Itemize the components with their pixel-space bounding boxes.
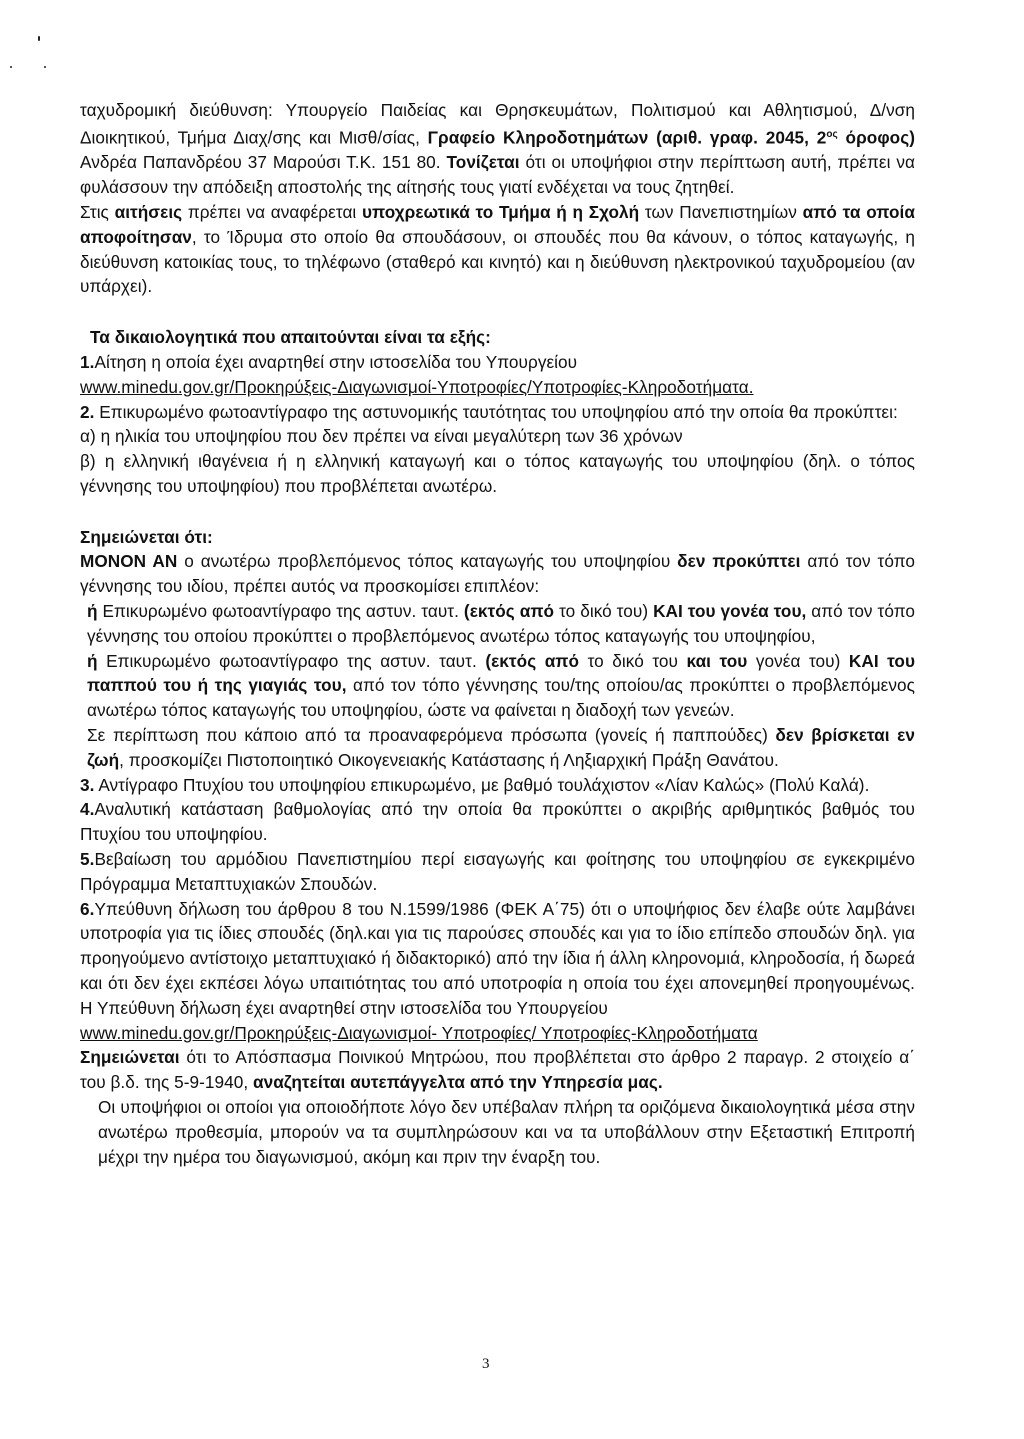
note-paragraph-1: ΜΟΝΟΝ ΑΝ ο ανωτέρω προβλεπόμενος τόπος καταγωγής του υποψηφίου δεν προκύπτει από τον τόπο γέννησης του ιδίου, πρέπει αυτός να προσκομίσει επιπλέον: bbox=[80, 551, 915, 597]
note-heading: Σημειώνεται ότι: bbox=[80, 526, 213, 547]
ministry-link-2[interactable]: www.minedu.gov.gr/Προκηρύξεις-Διαγωνισμοί- Υποτροφίες/ Υποτροφίες-Κληροδοτήματα bbox=[80, 1022, 758, 1043]
document-item-1: 1.Αίτηση η οποία έχει αναρτηθεί στην ιστοσελίδα του Υπουργείου bbox=[80, 351, 578, 372]
note-paragraph-4: Σε περίπτωση που κάποιο από τα προαναφερόμενα πρόσωπα (γονείς ή παππούδες) δεν βρίσκεται εν ζωή, προσκομίζει Πιστοποιητικό Οικογενειακής Κατάστασης ή Ληξιαρχική Πράξη Θανάτου. bbox=[87, 725, 915, 770]
required-documents-heading: Τα δικαιολογητικά που απαιτούνται είναι τα εξής: bbox=[90, 327, 491, 348]
document-item-4: 4.Αναλυτική κατάσταση βαθμολογίας από την οποία θα προκύπτει ο ακριβής αριθμητικός βαθμός του Πτυχίου του υποψηφίου. bbox=[80, 799, 915, 845]
scan-speck bbox=[10, 66, 12, 68]
document-item-3: 3. Αντίγραφο Πτυχίου του υποψηφίου επικυρωμένο, με βαθμό τουλάχιστον «Λίαν Καλώς» (Πολύ Καλά). bbox=[80, 774, 870, 795]
document-item-2a: α) η ηλικία του υποψηφίου που δεν πρέπει να είναι μεγαλύτερη των 36 χρόνων bbox=[80, 426, 683, 447]
document-item-2b: β) η ελληνική ιθαγένεια ή η ελληνική καταγωγή και ο τόπος καταγωγής του υποψηφίου (δηλ. ο τόπος γέννησης του υποψηφίου) που προβλέπεται ανωτέρω. bbox=[80, 451, 915, 496]
scan-speck bbox=[44, 66, 46, 68]
page-number: 3 bbox=[482, 1356, 490, 1372]
document-item-5: 5.Βεβαίωση του αρμόδιου Πανεπιστημίου περί εισαγωγής και φοίτησης του υποψηφίου σε εγκεκριμένο Πρόγραμμα Μεταπτυχιακών Σπουδών. bbox=[80, 849, 915, 894]
final-paragraph: Οι υποψήφιοι οι οποίοι για οποιοδήποτε λόγο δεν υπέβαλαν πλήρη τα οριζόμενα δικαιολογητικά μέσα στην ανωτέρω προθεσμία, μπορούν να τα συμπληρώσουν και να τα υποβάλλουν στην Εξεταστική Επιτροπή μέχρι την ημέρα του διαγωνισμού, ακόμη και πριν την έναρξη του. bbox=[98, 1097, 915, 1167]
document-body bbox=[80, 98, 915, 1169]
mailing-address-paragraph: ταχυδρομική διεύθυνση: Υπουργείο Παιδείας και Θρησκευμάτων, Πολιτισμού και Αθλητισμού, Δ/νση Διοικητικού, Τμήμα Διαχ/σης και Μισθ/σίας, Γραφείο Κληροδοτημάτων (αριθ. γραφ. 2045, $2^{o\varsigma}$ όροφος) Ανδρέα Παπανδρέου 37 Μαρούσι Τ.Κ. 151 80. Τονίζεται ότι οι υποψήφιοι στην περίπτωση αυτή, πρέπει να φυλάσσουν την απόδειξη αποστολής της αίτησής τους γιατί ενδέχεται να τους ζητηθεί. bbox=[80, 100, 915, 198]
note-paragraph-2: ή Επικυρωμένο φωτοαντίγραφο της αστυν. ταυτ. (εκτός από το δικό του) ΚΑΙ του γονέα του, από τον τόπο γέννησης του οποίου προκύπτει ο προβλεπόμενος ανωτέρω τόπος καταγωγής του υποψηφίου, bbox=[87, 601, 916, 646]
note-paragraph-3: ή Επικυρωμένο φωτοαντίγραφο της αστυν. ταυτ. (εκτός από το δικό του και του γονέα του) ΚΑΙ του παππού του ή της γιαγιάς του, από τον τόπο γέννησης του/της οποίου/ας προκύπτει ο προβλεπόμενος ανωτέρω τόπος καταγωγής του υποψηφίου, ώστε να φαίνεται η διαδοχή των γενεών. bbox=[87, 650, 916, 721]
document-item-6: 6.Υπεύθυνη δήλωση του άρθρου 8 του Ν.1599/1986 (ΦΕΚ Α΄75) ότι ο υποψήφιος δεν έλαβε ούτε λαμβάνει υποτροφία για τις ίδιες σπουδές (δηλ.και για τις παρούσες σπουδές και για το ίδιο επίπεδο σπουδών δηλ. για προηγούμενο αντίστοιχο μεταπτυχιακό ή διδακτορικό) από την ίδια ή άλλη κληρονομιά, κληροδοσία, ή δωρεά και ότι δεν έχει εκπέσει λόγω υπαιτιότητας του από υποτροφία η οποία του έχει απονεμηθεί προηγουμένως. Η Υπεύθυνη δήλωση έχει αναρτηθεί στην ιστοσελίδα του Υπουργείου bbox=[80, 898, 915, 1018]
document-item-2: 2. Επικυρωμένο φωτοαντίγραφο της αστυνομικής ταυτότητας του υποψηφίου από την οποία θα προκύπτει: bbox=[80, 401, 898, 422]
ministry-link-1[interactable]: www.minedu.gov.gr/Προκηρύξεις-Διαγωνισμοί-Υποτροφίες/Υποτροφίες-Κληροδοτήματα. bbox=[80, 376, 754, 397]
criminal-record-note: Σημειώνεται ότι το Απόσπασμα Ποινικού Μητρώου, που προβλέπεται στο άρθρο 2 παραγρ. 2 στοιχείο α΄ του β.δ. της 5-9-1940, αναζητείται αυτεπάγγελτα από την Υπηρεσία μας. bbox=[80, 1047, 915, 1093]
scan-speck bbox=[38, 36, 40, 41]
application-requirements-paragraph: Στις αιτήσεις πρέπει να αναφέρεται υποχρεωτικά το Τμήμα ή η Σχολή των Πανεπιστημίων από τα οποία αποφοίτησαν, το Ίδρυμα στο οποίο θα σπουδάσουν, οι σπουδές που θα κάνουν, ο τόπος καταγωγής, η διεύθυνση κατοικίας τους, το τηλέφωνο (σταθερό και κινητό) και η διεύθυνση ηλεκτρονικού ταχυδρομείου (αν υπάρχει). bbox=[80, 201, 915, 297]
